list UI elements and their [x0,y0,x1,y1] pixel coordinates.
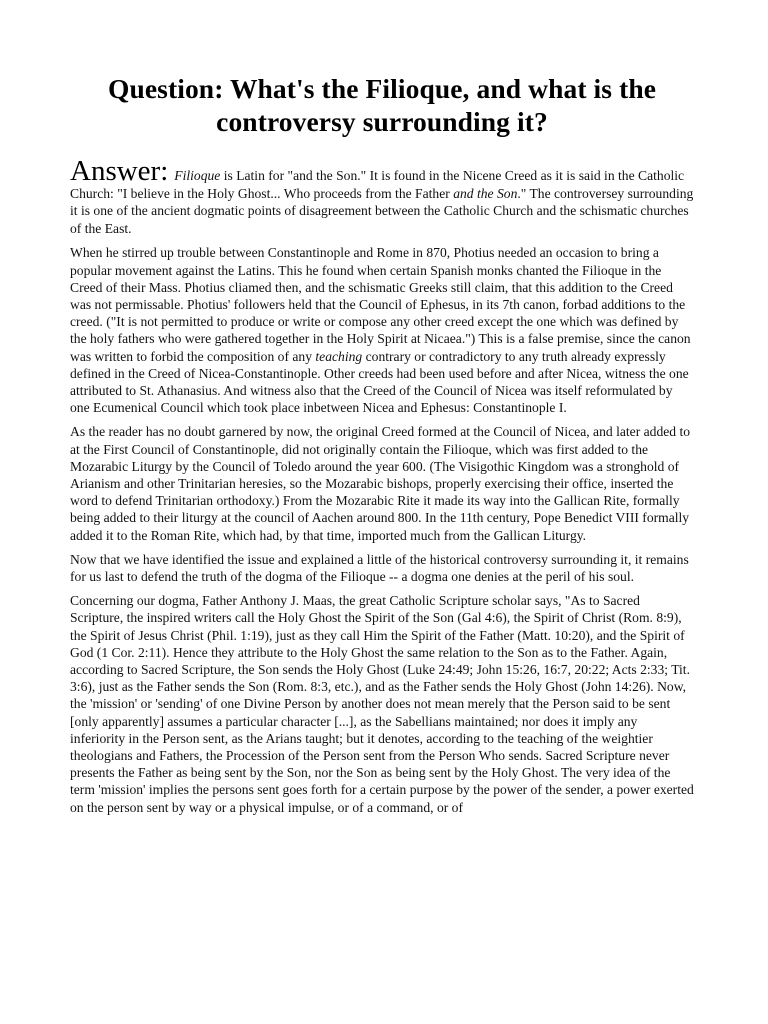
transition-paragraph: Now that we have identified the issue and explained a little of the historical controversy surrounding it, it remains for us last to defend the truth of the dogma of the Filioque -- a dogma one denies at the peril of his soul. [70,551,689,585]
document-page [70,72,694,823]
page-title [70,72,694,138]
photius-paragraph [70,244,694,416]
para2-text-2: contrary or contradictory to any truth already expressly defined in the Creed of Nicea-Constantinople. Other creeds had been used before and after Nicea, witness the one attributed to St. Athanasius. And witness also that the Creed of the Council of Nicea was itself reformulated by one Ecumenical Council which took place inbetween Nicea and Ephesus: Constantinople I. [70,348,689,416]
title-line-2: controversy surrounding it? [216,106,548,137]
intro-emphasis: and the Son [453,185,518,201]
intro-text-2: ." The controversey surrounding it is one of the ancient dogmatic points of disagreement between the Catholic Church and the schismatic churches of the East. [70,185,694,236]
history-paragraph: As the reader has no doubt garnered by now, the original Creed formed at the Council of Nicea, and later added to at the First Council of Constantinople, did not originally contain the Filioque, which was first added to the Mozarabic Liturgy by the Council of Toledo around the year 600. (The Visigothic Kingdom was a stronghold of Arianism and other Trinitarian heresies, so the Mozarabic bishops, properly exercising their office, inserted the word to defend Trinitarian orthodoxy.) From the Mozarabic Rite it made its way into the Gallican Rite, formally being added to their liturgy at the council of Aachen around 800. In the 11th century, Pope Benedict VIII formally added it to the Roman Rite, which had, by that time, imported much from the Gallican Liturgy. [70,424,691,543]
answer-section [70,155,694,816]
answer-label: Answer: [70,155,169,187]
intro-text-1: is Latin for "and the Son." It is found in the Nicene Creed as it is said in the Catholic Church: "I believe in the Holy Ghost... Who proceeds from the Father [70,168,685,201]
title-line-1: Question: What's the Filioque, and what is the [107,73,657,104]
teaching-emphasis: teaching [315,348,363,364]
filioque-term: Filioque [174,168,221,183]
para2-text-1: When he stirred up trouble between Constantinople and Rome in 870, Photius needed an occasion to bring a popular movement against the Latins. This he found when certain Spanish monks chanted the Filioque in the Creed of their Mass. Photius cliamed then, and the schismatic Greeks still claim, that this addition to the Creed was not permissable. Photius' followers held that the Council of Ephesus, in its 7th canon, forbad additions to the creed. ("It is not permitted to produce or write or compose any other creed except the one which was defined by the holy fathers who were gathered together in the Holy Spirit at Nicaea.") This is a false premise, since the canon was written to forbid the composition of any [70,245,691,364]
answer-intro-paragraph [70,155,694,237]
maas-quote-paragraph: Concerning our dogma, Father Anthony J. Maas, the great Catholic Scripture scholar says, "As to Sacred Scripture, the inspired writers call the Holy Ghost the Spirit of the Son (Gal 4:6), the Spirit of Christ (Rom. 8:9), the Spirit of Jesus Christ (Phil. 1:19), just as they call Him the Spirit of the Father (Matt. 10:20), and the Spirit of God (1 Cor. 2:11). Hence they attribute to the Holy Ghost the same relation to the Son as to the Father. Again, according to Sacred Scripture, the Son sends the Holy Ghost (Luke 24:49; John 15:26, 16:7, 20:22; Acts 2:33; Tit. 3:6), just as the Father sends the Son (Rom. 8:3, etc.), and as the Father sends the Holy Ghost (John 14:26). Now, the 'mission' or 'sending' of one Divine Person by another does not mean merely that the Person said to be sent [only apparently] assumes a particular character [...], as the Sabellians maintained; nor does it imply any inferiority in the Person sent, as the Arians taught; but it denotes, according to the teaching of the weightier theologians and Fathers, the Procession of the Person sent from the Person Who sends. Sacred Scripture never presents the Father as being sent by the Son, nor the Son as being sent by the Holy Ghost. The very idea of the term 'mission' implies the persons sent goes forth for a certain purpose by the power of the sender, a power exerted on the person sent by way or a physical impulse, or of a command, or of [70,593,694,815]
